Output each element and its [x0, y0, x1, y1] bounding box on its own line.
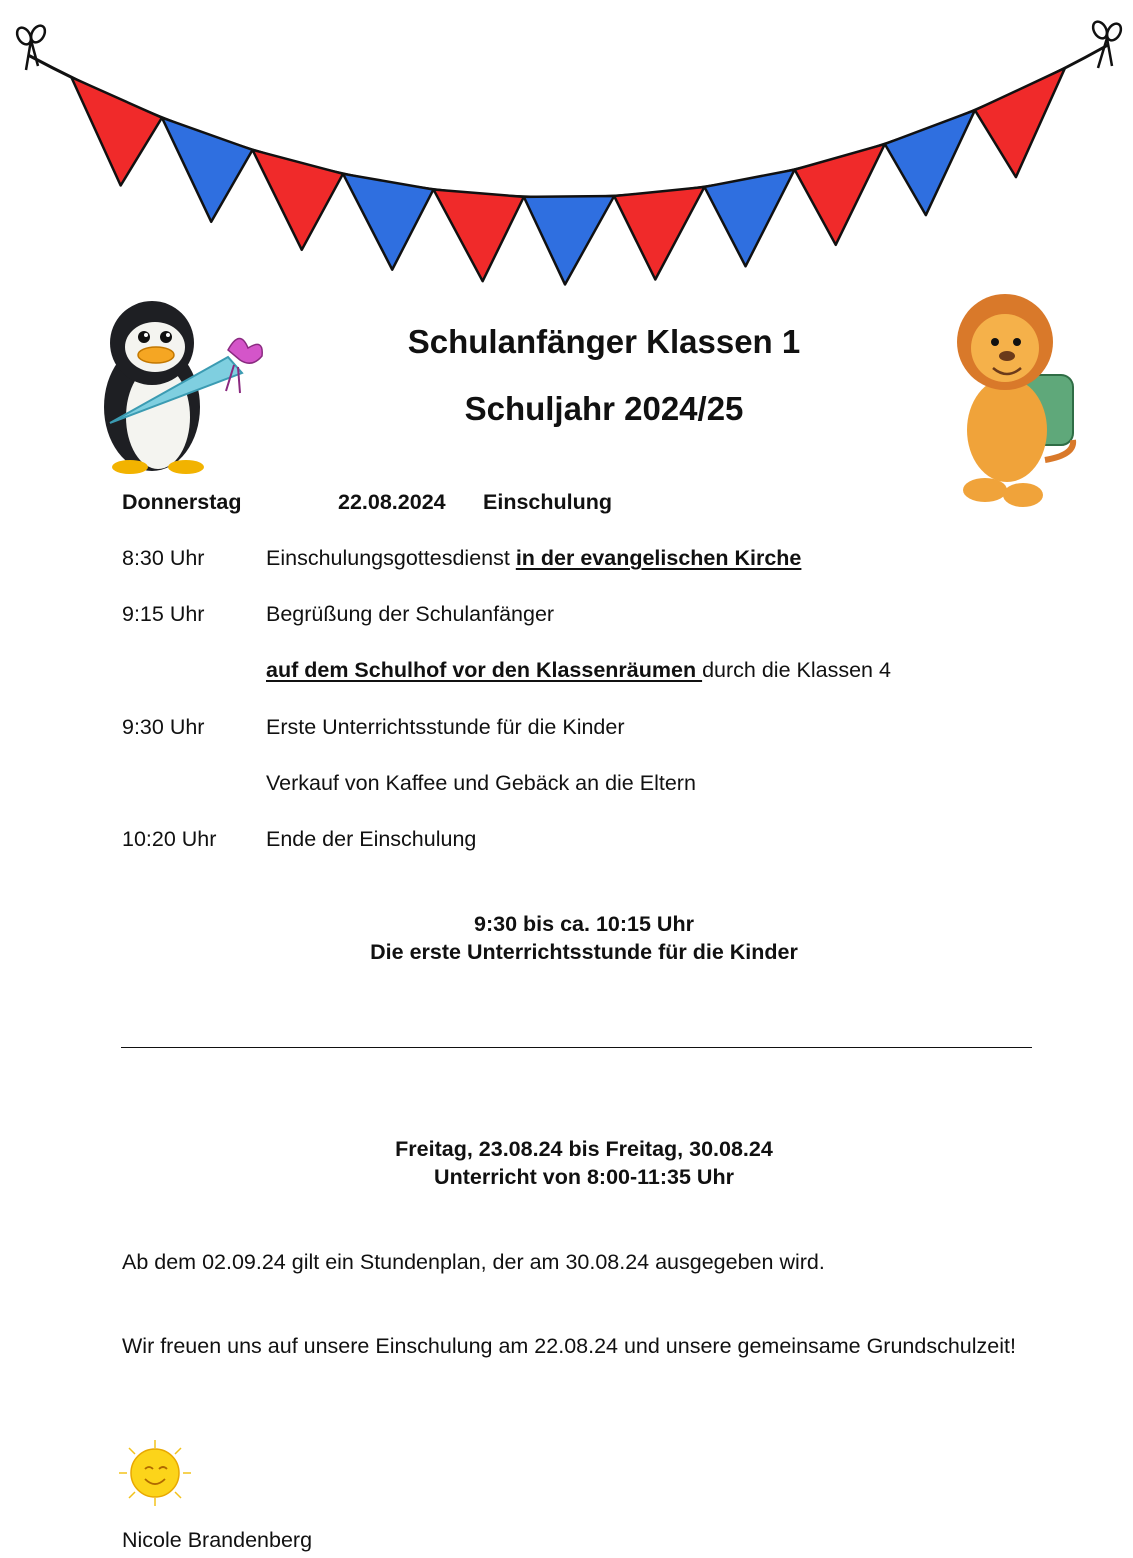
event-day: Donnerstag: [122, 490, 242, 514]
schedule-text: Begrüßung der Schulanfänger: [266, 602, 555, 626]
page-title: Schulanfänger Klassen 1: [407, 323, 801, 360]
red-flag-icon: [975, 68, 1065, 177]
schedule-time: 8:30 Uhr: [122, 546, 205, 570]
schedule-time: 10:20 Uhr: [122, 827, 217, 851]
schedule-text: auf dem Schulhof vor den Klassenräumen durch die Klassen 4: [266, 658, 891, 682]
page-subtitle: Schuljahr 2024/25: [464, 390, 744, 427]
red-flag-icon: [795, 144, 885, 245]
red-flag-icon: [614, 187, 704, 280]
schedule-text: Ende der Einschulung: [266, 827, 477, 851]
red-flag-icon: [253, 150, 343, 250]
blue-flag-icon: [343, 174, 433, 270]
event-name: Einschulung: [483, 490, 612, 514]
red-flag-icon: [433, 189, 523, 281]
first-week-dates: Freitag, 23.08.24 bis Freitag, 30.08.24: [395, 1137, 773, 1161]
schedule-emphasis: auf dem Schulhof vor den Klassenräumen: [266, 658, 703, 682]
blue-flag-icon: [524, 196, 614, 284]
first-week-note: [0, 1135, 1133, 1191]
first-lesson-note: [0, 910, 1133, 966]
sun-icon: [115, 1438, 195, 1508]
blue-flag-icon: [885, 110, 975, 215]
red-flag-icon: [71, 77, 162, 185]
schedule-time: 9:30 Uhr: [122, 715, 205, 739]
first-lesson-time: 9:30 bis ca. 10:15 Uhr: [474, 912, 694, 936]
schedule-emphasis: in der evangelischen Kirche: [515, 546, 802, 570]
signature: Nicole Brandenberg: [122, 1528, 313, 1552]
timetable-note: Ab dem 02.09.24 gilt ein Stundenplan, der am 30.08.24 ausgegeben wird.: [122, 1250, 825, 1274]
bunting-garland: [0, 0, 1133, 320]
event-date: 22.08.2024: [338, 490, 446, 514]
schedule-time: 9:15 Uhr: [122, 602, 205, 626]
blue-flag-icon: [162, 118, 253, 222]
right-bow-icon: [1090, 19, 1123, 68]
schedule-text: Einschulungsgottesdienst in der evangelischen Kirche: [266, 546, 802, 570]
blue-flag-icon: [704, 170, 794, 267]
closing-note: Wir freuen uns auf unsere Einschulung am 22.08.24 und unsere gemeinsame Grundschulzeit!: [122, 1334, 1016, 1358]
first-lesson-label: Die erste Unterrichtsstunde für die Kinder: [370, 940, 798, 964]
divider: [121, 1047, 1032, 1048]
schedule-text: Erste Unterrichtsstunde für die Kinder: [266, 715, 625, 739]
first-week-hours: Unterricht von 8:00-11:35 Uhr: [434, 1165, 734, 1189]
schedule-text: Verkauf von Kaffee und Gebäck an die Eltern: [266, 771, 696, 795]
